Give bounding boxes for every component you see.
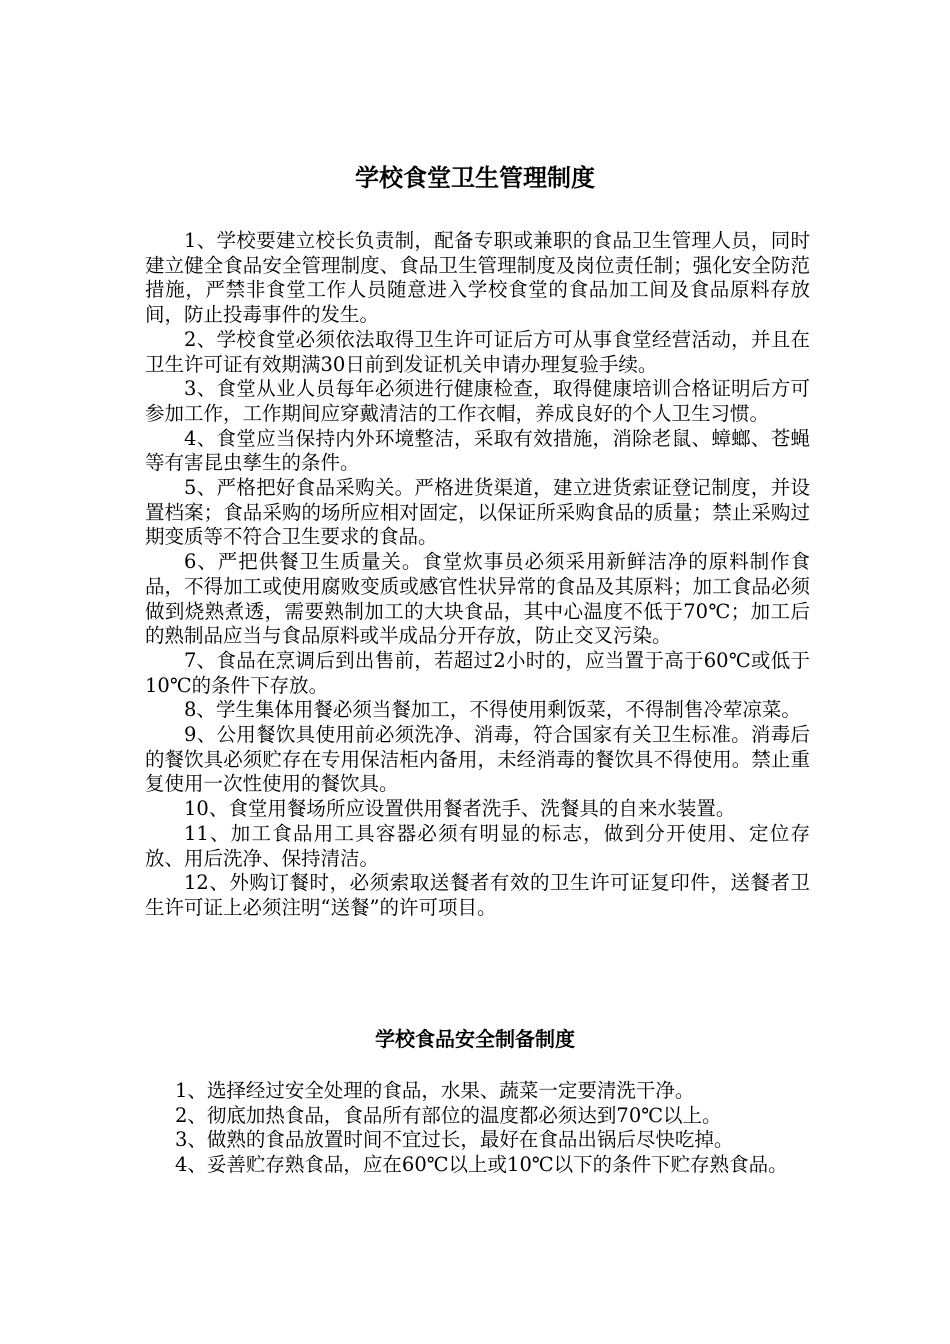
regulation-paragraph: 2、学校食堂必须依法取得卫生许可证后方可从事食堂经营活动，并且在卫生许可证有效期满30日前到发证机关申请办理复验手续。 bbox=[145, 327, 810, 376]
regulation-paragraph: 4、食堂应当保持内外环境整洁，采取有效措施，消除老鼠、蟑螂、苍蝇等有害昆虫孳生的条件。 bbox=[145, 426, 810, 475]
regulation-paragraph: 7、食品在烹调后到出售前，若超过2小时的，应当置于高于60℃或低于10℃的条件下存放。 bbox=[145, 648, 810, 697]
list-item: 2、彻底加热食品，食品所有部位的温度都必须达到70℃以上。 bbox=[175, 1103, 722, 1127]
list-item: 1、选择经过安全处理的食品，水果、蔬菜一定要清洗干净。 bbox=[175, 1079, 695, 1102]
regulation-paragraph: 6、严把供餐卫生质量关。食堂炊事员必须采用新鲜洁净的原料制作食品，不得加工或使用腐败变质或感官性状异常的食品及其原料；加工食品必须做到烧熟煮透，需要熟制加工的大块食品，其中心温度不低于70℃；加工后的熟制品应当与食品原料或半成品分开存放，防止交叉污染。 bbox=[145, 550, 810, 648]
regulation-paragraph: 10、食堂用餐场所应设置供用餐者洗手、洗餐具的自来水装置。 bbox=[184, 797, 736, 821]
section-subtitle: 学校食品安全制备制度 bbox=[375, 1027, 575, 1051]
regulation-paragraph: 5、严格把好食品采购关。严格进货渠道，建立进货索证登记制度，并设置档案；食品采购的场所应相对固定，以保证所采购食品的质量；禁止采购过期变质等不符合卫生要求的食品。 bbox=[145, 476, 810, 549]
page-title: 学校食堂卫生管理制度 bbox=[355, 164, 595, 192]
regulation-body bbox=[145, 229, 810, 921]
regulation-paragraph: 3、食堂从业人员每年必须进行健康检查，取得健康培训合格证明后方可参加工作，工作期间应穿戴清洁的工作衣帽，养成良好的个人卫生习惯。 bbox=[145, 377, 810, 425]
regulation-paragraph: 8、学生集体用餐必须当餐加工，不得使用剩饭菜，不得制售冷荤凉菜。 bbox=[184, 698, 801, 722]
list-item: 3、做熟的食品放置时间不宜过长，最好在食品出锅后尽快吃掉。 bbox=[175, 1128, 734, 1152]
list-item: 4、妥善贮存熟食品，应在60℃以上或10℃以下的条件下贮存熟食品。 bbox=[175, 1152, 788, 1176]
safety-list bbox=[175, 1079, 815, 1177]
regulation-paragraph: 9、公用餐饮具使用前必须洗净、消毒，符合国家有关卫生标准。消毒后的餐饮具必须贮存在专用保洁柜内备用，未经消毒的餐饮具不得使用。禁止重复使用一次性使用的餐饮具。 bbox=[145, 723, 810, 796]
regulation-paragraph: 1、学校要建立校长负责制，配备专职或兼职的食品卫生管理人员，同时建立健全食品安全管理制度、食品卫生管理制度及岗位责任制；强化安全防范措施，严禁非食堂工作人员随意进入学校食堂的食品加工间及食品原料存放间，防止投毒事件的发生。 bbox=[145, 229, 810, 327]
regulation-paragraph: 12、外购订餐时，必须索取送餐者有效的卫生许可证复印件，送餐者卫生许可证上必须注明“送餐”的许可项目。 bbox=[145, 871, 810, 919]
regulation-paragraph: 11、加工食品用工具容器必须有明显的标志，做到分开使用、定位存放、用后洗净、保持清洁。 bbox=[145, 821, 810, 870]
